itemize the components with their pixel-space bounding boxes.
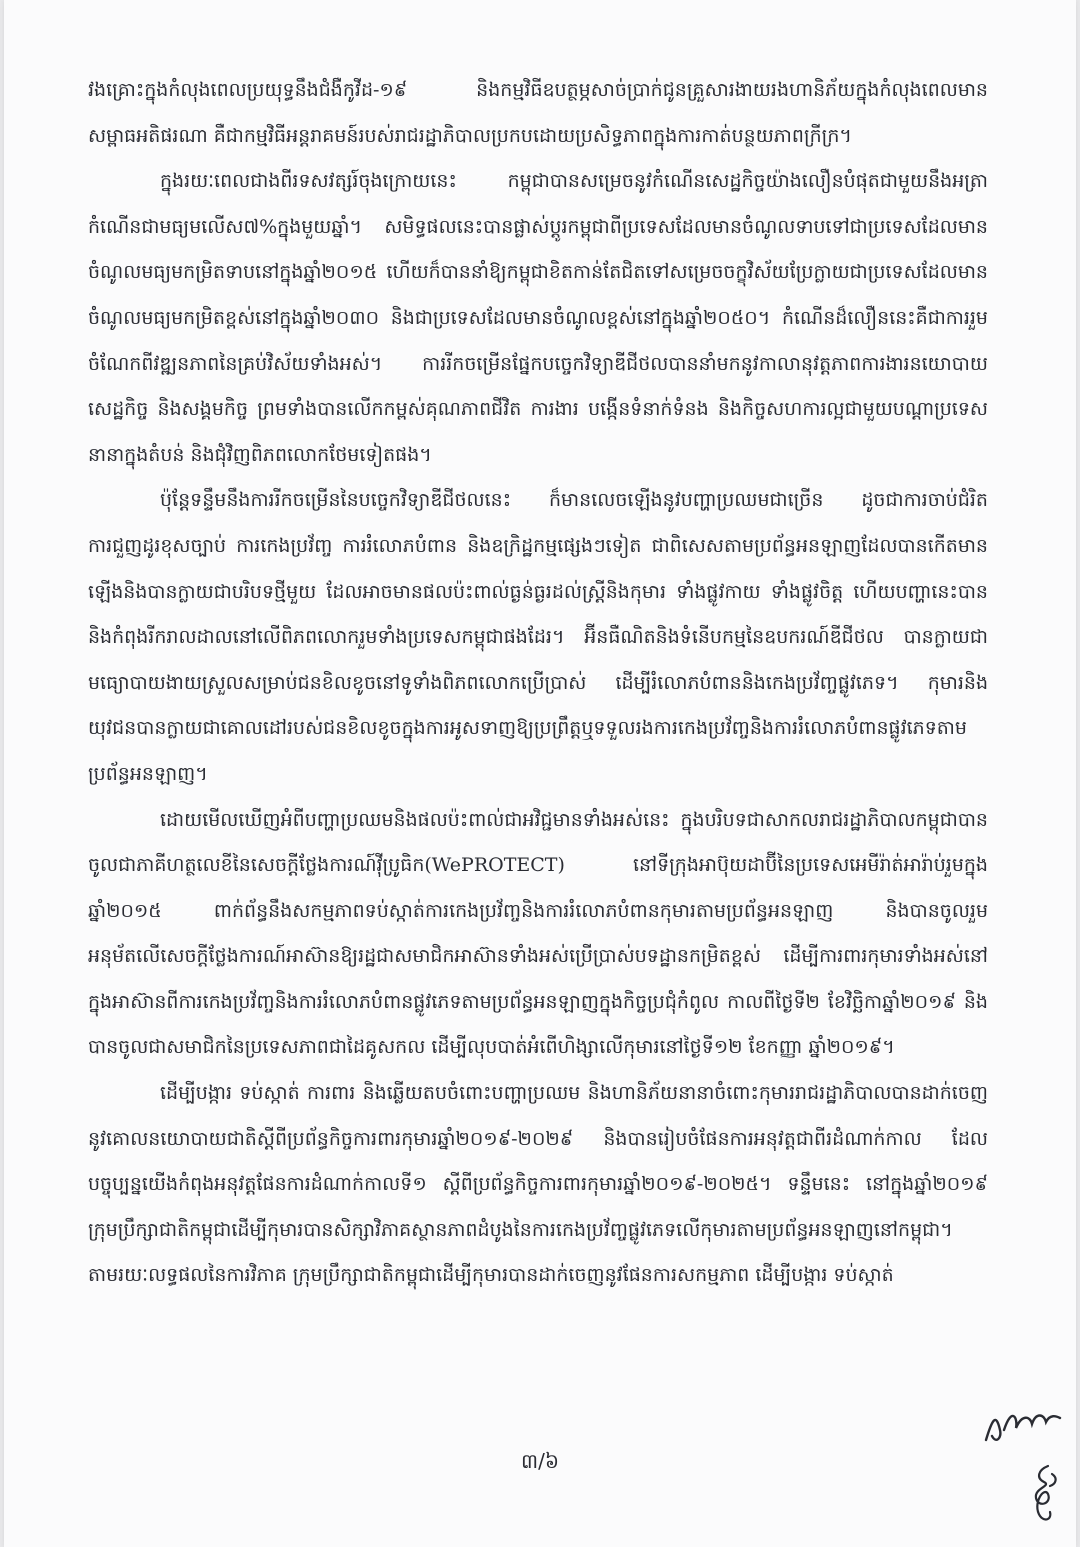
paragraph-5: ដើម្បីបង្ការ ទប់ស្កាត់ ការពារ និងឆ្លើយតបចំពោះបញ្ហាប្រឈម និងហានិភ័យនានាចំពោះកុមាររាជរដ្ឋាភិបាលបានដាក់ចេញនូវគោលនយោបាយជាតិស្តីពីប្រព័ន្ធកិច្ចការពារកុមារឆ្នាំ២០១៩-២០២៩ និងបានរៀបចំផែនការអនុវត្តជាពីរដំណាក់កាល ដែលបច្ចុប្បន្នយើងកំពុងអនុវត្តផែនការដំណាក់កាលទី១ ស្តីពីប្រព័ន្ធកិច្ចការពារកុមារឆ្នាំ២០១៩-២០២៥។ ទន្ទឹមនេះ នៅក្នុងឆ្នាំ២០១៩ ក្រុមប្រឹក្សាជាតិកម្ពុជាដើម្បីកុមារបានសិក្សាវិភាគស្ថានភាពដំបូងនៃការកេងប្រវ័ញ្ចផ្លូវភេទលើកុមារតាមប្រព័ន្ធអនឡាញនៅកម្ពុជា។ តាមរយៈលទ្ធផលនៃការវិភាគ ក្រុមប្រឹក្សាជាតិកម្ពុជាដើម្បីកុមារបានដាក់ចេញនូវផែនការសកម្មភាព ដើម្បីបង្ការ ទប់ស្កាត់ [88, 1082, 988, 1287]
document-page [4, 0, 1076, 1547]
paragraph-4: ដោយមើលឃើញអំពីបញ្ហាប្រឈមនិងផលប៉ះពាល់ជាអវិជ្ជមានទាំងអស់នេះ ក្នុងបរិបទជាសាកលរាជរដ្ឋាភិបាលកម្ពុជាបានចូលជាភាគីហត្ថលេខីនៃសេចក្តីថ្លែងការណ៍វ៉ីប្រូធិក(WePROTECT) នៅទីក្រុងអាប៊ុយដាប៊ីនៃប្រទេសអេមីរ៉ាត់អារ៉ាប់រួមក្នុងឆ្នាំ២០១៥ ពាក់ព័ន្ធនឹងសកម្មភាពទប់ស្កាត់ការកេងប្រវ័ញ្ចនិងការរំលោភបំពានកុមារតាមប្រព័ន្ធអនឡាញ និងបានចូលរួមអនុម័តលើសេចក្តីថ្លែងការណ៍អាស៊ានឱ្យរដ្ឋជាសមាជិកអាស៊ានទាំងអស់ប្រើប្រាស់បទដ្ឋានកម្រិតខ្ពស់ ដើម្បីការពារកុមារទាំងអស់នៅក្នុងអាស៊ានពីការកេងប្រវ័ញ្ចនិងការរំលោភបំពានផ្លូវភេទតាមប្រព័ន្ធអនឡាញក្នុងកិច្ចប្រជុំកំពូល កាលពីថ្ងៃទី២ ខែវិច្ឆិកាឆ្នាំ២០១៩ និងបានចូលជាសមាជិកនៃប្រទេសភាពជាដៃគូសកល ដើម្បីលុបបាត់អំពើហិង្សាលើកុមារនៅថ្ងៃទី១២ ខែកញ្ញា ឆ្នាំ២០១៩។ [88, 808, 988, 1059]
document-body [88, 68, 988, 1299]
paragraph-3: ប៉ុន្តែទន្ទឹមនឹងការរីកចម្រើននៃបច្ចេកវិទ្យាឌីជីថលនេះ ក៏មានលេចឡើងនូវបញ្ហាប្រឈមជាច្រើន ដូចជាការចាប់ជំរិត ការជួញដូរខុសច្បាប់ ការកេងប្រវ័ញ្ច ការរំលោភបំពាន និងឧក្រិដ្ឋកម្មផ្សេងៗទៀត ជាពិសេសតាមប្រព័ន្ធអនឡាញដែលបានកើតមានឡើងនិងបានក្លាយជាបរិបទថ្មីមួយ ដែលអាចមានផលប៉ះពាល់ធ្ងន់ធ្ងរដល់ស្ត្រីនិងកុមារ ទាំងផ្លូវកាយ ទាំងផ្លូវចិត្ត ហើយបញ្ហានេះបាននិងកំពុងរីករាលដាលនៅលើពិភពលោករួមទាំងប្រទេសកម្ពុជាផងដែរ។ អ៊ីនធឺណិតនិងទំនើបកម្មនៃឧបករណ៍ឌីជីថល បានក្លាយជាមធ្យោបាយងាយស្រួលសម្រាប់ជនខិលខូចនៅទូទាំងពិភពលោកប្រើប្រាស់ ដើម្បីរំលោភបំពាននិងកេងប្រវ័ញ្ចផ្លូវភេទ។ កុមារនិងយុវជនបានក្លាយជាគោលដៅរបស់ជនខិលខូចក្នុងការអូសទាញឱ្យប្រព្រឹត្តឬទទួលរងការកេងប្រវ័ញ្ចនិងការរំលោភបំពានផ្លូវភេទតាមប្រព័ន្ធអនឡាញ។ [88, 489, 988, 785]
handwritten-initial [982, 1400, 1064, 1448]
signature-mark [1022, 1460, 1070, 1532]
paragraph-1: វងគ្រោះក្នុងកំលុងពេលប្រយុទ្ធនឹងជំងឺកូវីដ-១៩ និងកម្មវិធីឧបត្ថម្ភសាច់ប្រាក់ជូនគ្រួសារងាយរងហានិភ័យក្នុងកំលុងពេលមានសម្ពាធអតិផរណា គឺជាកម្មវិធីអន្តរាគមន៍របស់រាជរដ្ឋាភិបាលប្រកបដោយប្រសិទ្ធភាពក្នុងការកាត់បន្ថយភាពក្រីក្រ។ [88, 79, 988, 147]
paragraph-2: ក្នុងរយៈពេលជាងពីរទសវត្សរ៍ចុងក្រោយនេះ កម្ពុជាបានសម្រេចនូវកំណើនសេដ្ឋកិច្ចយ៉ាងលឿនបំផុតជាមួយនឹងអត្រាកំណើនជាមធ្យមលើស៧%ក្នុងមួយឆ្នាំ។ សមិទ្ធផលនេះបានផ្លាស់ប្តូរកម្ពុជាពីប្រទេសដែលមានចំណូលទាបទៅជាប្រទេសដែលមានចំណូលមធ្យមកម្រិតទាបនៅក្នុងឆ្នាំ២០១៥ ហើយក៏បាននាំឱ្យកម្ពុជាខិតកាន់តែជិតទៅសម្រេចចក្ខុវិស័យប្រែក្លាយជាប្រទេសដែលមានចំណូលមធ្យមកម្រិតខ្ពស់នៅក្នុងឆ្នាំ២០៣០ និងជាប្រទេសដែលមានចំណូលខ្ពស់នៅក្នុងឆ្នាំ២០៥០។ កំណើនដ៏លឿននេះគឺជាការរួមចំណែកពីវឌ្ឍនភាពនៃគ្រប់វិស័យទាំងអស់។ ការរីកចម្រើនផ្នែកបច្ចេកវិទ្យាឌីជីថលបាននាំមកនូវកាលានុវត្តភាពការងារនយោបាយ សេដ្ឋកិច្ច និងសង្គមកិច្ច ព្រមទាំងបានលើកកម្ពស់គុណភាពជីវិត ការងារ បង្កើនទំនាក់ទំនង និងកិច្ចសហការល្អជាមួយបណ្តាប្រទេសនានាក្នុងតំបន់ និងជុំវិញពិភពលោកថែមទៀតផង។ [88, 170, 988, 466]
page-number: ៣/៦ [521, 1449, 559, 1473]
